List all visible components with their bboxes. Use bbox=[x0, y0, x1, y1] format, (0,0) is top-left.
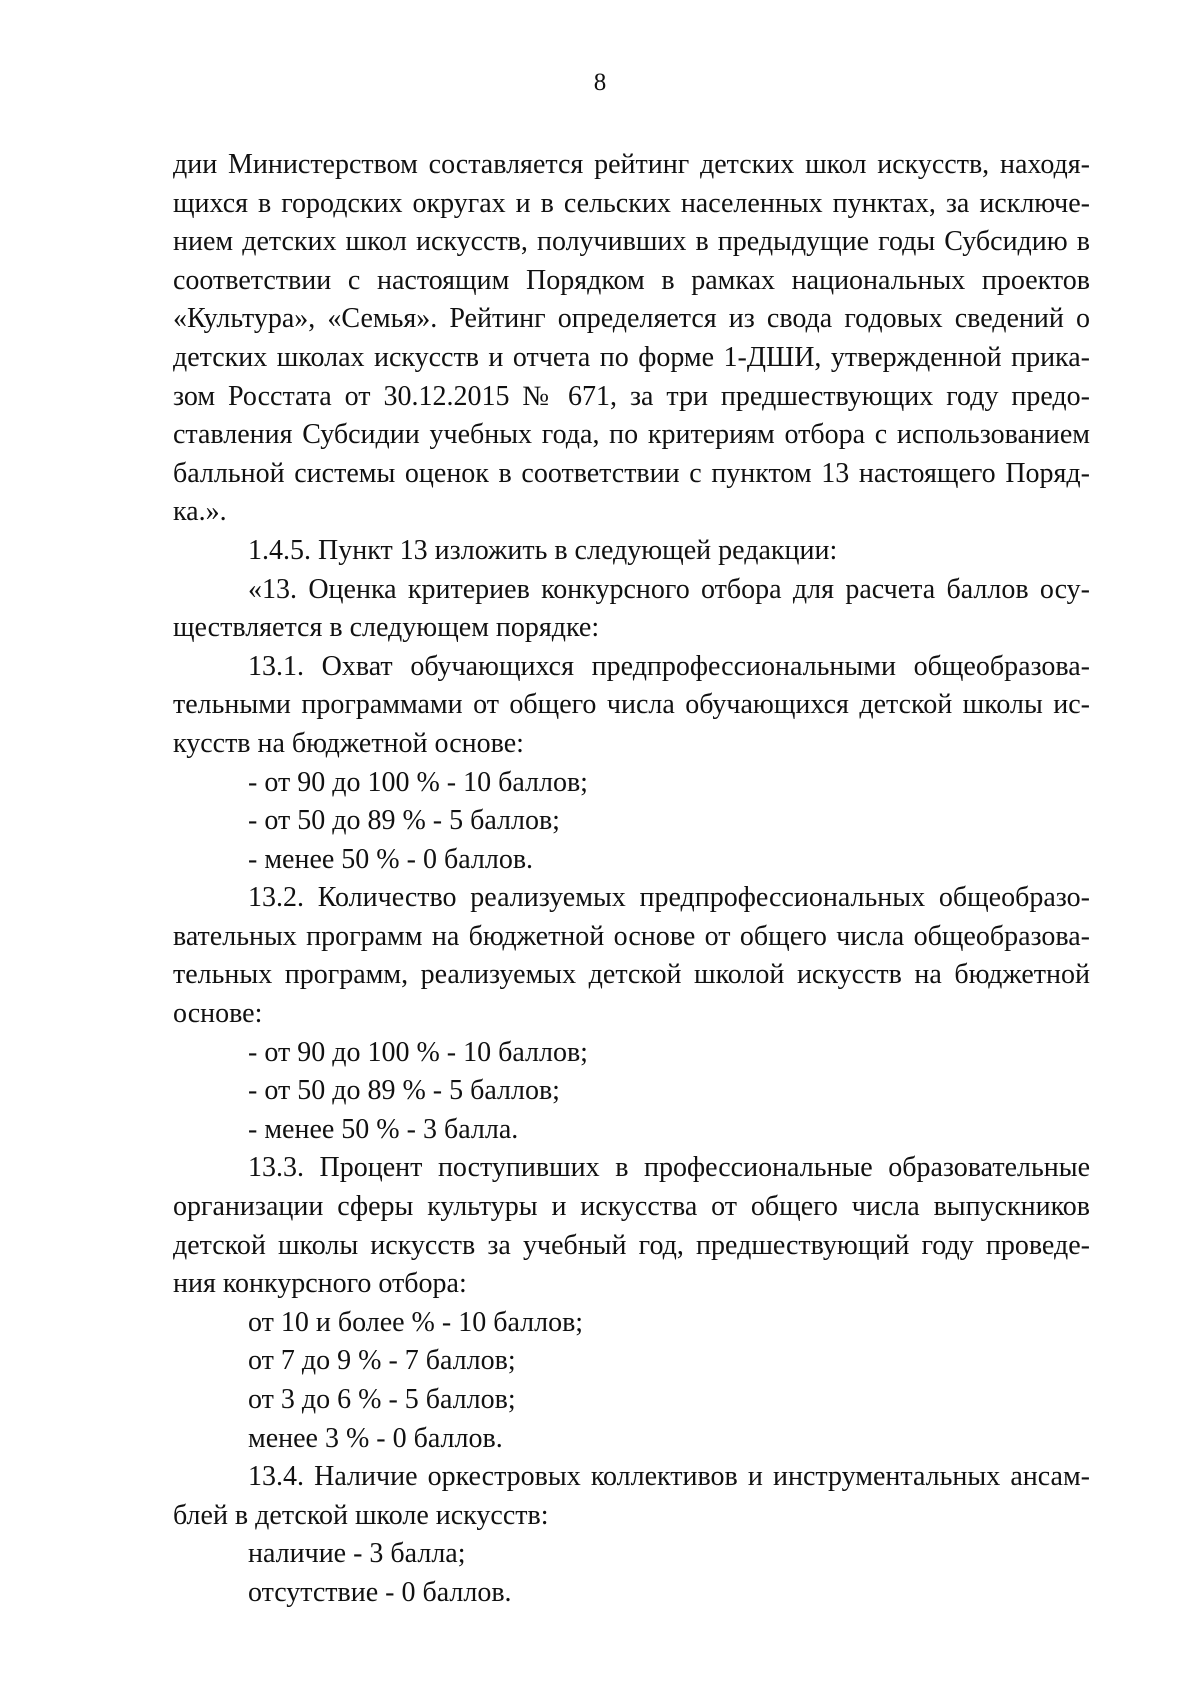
text-line: ка.». bbox=[173, 496, 227, 528]
text-line: - от 90 до 100 % - 10 баллов; bbox=[248, 1036, 588, 1068]
text-line: ния конкурсного отбора: bbox=[173, 1268, 467, 1300]
text-line: - менее 50 % - 3 балла. bbox=[248, 1113, 519, 1145]
text-line: нием детских школ искусств, получивших в предыдущие годы Субсидию в bbox=[173, 226, 1090, 258]
text-line: 13.1. Охват обучающихся предпрофессиональными общеобразова- bbox=[248, 650, 1090, 682]
text-line: - от 50 до 89 % - 5 баллов; bbox=[248, 805, 560, 837]
text-line: зом Росстата от 30.12.2015 № 671, за три предшествующих году предо- bbox=[173, 380, 1090, 412]
page-number: 8 bbox=[593, 69, 607, 96]
text-line: балльной системы оценок в соответствии с пунктом 13 настоящего Поряд- bbox=[173, 457, 1090, 489]
text-line: 1.4.5. Пункт 13 изложить в следующей редакции: bbox=[248, 534, 838, 566]
text-line: щихся в городских округах и в сельских населенных пунктах, за исключе- bbox=[173, 187, 1090, 219]
text-line: тельными программами от общего числа обучающихся детской школы ис- bbox=[173, 689, 1090, 721]
text-line: от 10 и более % - 10 баллов; bbox=[248, 1306, 584, 1338]
text-line: 13.4. Наличие оркестровых коллективов и инструментальных ансам- bbox=[248, 1461, 1090, 1493]
text-line: от 3 до 6 % - 5 баллов; bbox=[248, 1384, 516, 1415]
text-line: - от 50 до 89 % - 5 баллов; bbox=[248, 1075, 560, 1107]
text-line: вательных программ на бюджетной основе от общего числа общеобразова- bbox=[173, 920, 1090, 952]
text-line: «Культура», «Семья». Рейтинг определяется из свода годовых сведений о bbox=[173, 303, 1090, 335]
text-line: блей в детской школе искусств: bbox=[173, 1499, 549, 1531]
text-line: от 7 до 9 % - 7 баллов; bbox=[248, 1345, 516, 1377]
text-line: 13.3. Процент поступивших в профессиональные образовательные bbox=[248, 1152, 1090, 1184]
text-line: - от 90 до 100 % - 10 баллов; bbox=[248, 766, 588, 798]
text-line: организации сферы культуры и искусства от общего числа выпускников bbox=[173, 1191, 1090, 1223]
text-line: менее 3 % - 0 баллов. bbox=[248, 1422, 503, 1454]
text-line: ставления Субсидии учебных года, по критериям отбора с использованием bbox=[173, 419, 1090, 451]
text-line: 13.2. Количество реализуемых предпрофессиональных общеобразо- bbox=[248, 882, 1090, 914]
text-line: кусств на бюджетной основе: bbox=[173, 727, 524, 759]
text-line: отсутствие - 0 баллов. bbox=[248, 1576, 512, 1608]
text-line: «13. Оценка критериев конкурсного отбора для расчета баллов осу- bbox=[248, 573, 1090, 605]
text-line: ществляется в следующем порядке: bbox=[173, 612, 600, 644]
text-line: соответствии с настоящим Порядком в рамках национальных проектов bbox=[173, 264, 1090, 296]
document-body bbox=[173, 146, 1090, 1613]
text-line: детских школах искусств и отчета по форме 1-ДШИ, утвержденной прика- bbox=[173, 341, 1090, 373]
text-line: тельных программ, реализуемых детской школой искусств на бюджетной bbox=[173, 959, 1090, 991]
text-line: основе: bbox=[173, 998, 263, 1030]
text-line: - менее 50 % - 0 баллов. bbox=[248, 843, 534, 875]
text-line: дии Министерством составляется рейтинг детских школ искусств, находя- bbox=[173, 149, 1090, 180]
text-line: наличие - 3 балла; bbox=[248, 1538, 466, 1570]
text-line: детской школы искусств за учебный год, предшествующий году проведе- bbox=[173, 1229, 1090, 1261]
